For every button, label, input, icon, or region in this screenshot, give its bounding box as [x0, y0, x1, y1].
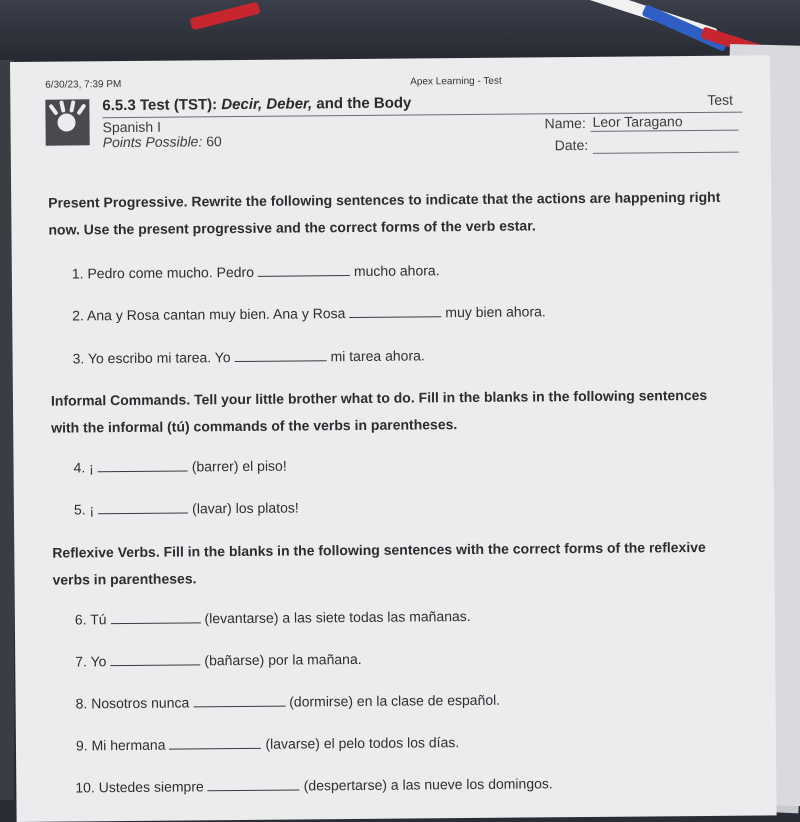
answer-blank [193, 694, 285, 708]
answer-blank [235, 348, 327, 362]
test-title [102, 94, 411, 114]
question-item: 9. Mi hermana (lavarse) el pelo todos los días. [75, 734, 460, 754]
answer-blank [110, 652, 200, 666]
name-field [591, 130, 739, 132]
points-possible [103, 133, 222, 150]
answer-blank [349, 304, 441, 318]
question-item: 6. Tú (levantarse) a las siete todas las mañanas. [74, 608, 471, 628]
question-item: 7. Yo (bañarse) por la mañana. [75, 650, 362, 670]
answer-blank [98, 458, 188, 472]
question-item: 4. ¡ (barrer) el piso! [73, 457, 287, 476]
date-field [593, 152, 739, 154]
test-topic-rest: and the Body [316, 94, 412, 113]
course-name: Spanish I [102, 118, 162, 136]
section-instruction: Informal Commands. Tell your little brother what to do. Fill in the blanks in the following sentences [50, 386, 708, 409]
question-item: 8. Nosotros nunca (dormirse) en la clase de español. [75, 691, 501, 712]
answer-blank [208, 777, 300, 791]
answer-blank [258, 263, 350, 277]
question-item: 2. Ana y Rosa cantan muy bien. Ana y Rosa muy bien ahora. [72, 303, 546, 324]
question-item: 3. Yo escribo mi tarea. Yo mi tarea ahora. [72, 347, 425, 367]
question-item: 10. Ustedes siempre (despertarse) a las nueve los domingos. [75, 775, 553, 796]
question-item: 1. Pedro come mucho. Pedro mucho ahora. [71, 262, 440, 282]
section-instruction: Reflexive Verbs. Fill in the blanks in the following sentences with the correct forms of the reflexive [52, 538, 706, 561]
section-instruction: Present Progressive. Rewrite the following sentences to indicate that the actions are happening right [48, 188, 721, 211]
section-instruction: with the informal (tú) commands of the verbs in parentheses. [51, 416, 458, 436]
answer-blank [98, 500, 188, 514]
print-datetime: 6/30/23, 7:39 PM [45, 79, 122, 91]
section-instruction: verbs in parentheses. [52, 570, 197, 588]
print-site: Apex Learning - Test [410, 75, 502, 88]
test-topic: Decir, Deber, [221, 95, 313, 114]
name-label: Name: [544, 114, 586, 132]
points-label: Points Possible: [102, 133, 203, 151]
name-value: Leor Taragano [592, 113, 683, 130]
test-type: Test [707, 91, 734, 108]
answer-blank [110, 610, 200, 624]
answer-blank [169, 736, 261, 750]
question-item: 5. ¡ (lavar) los platos! [73, 499, 299, 518]
points-value: 60 [206, 133, 222, 150]
test-page [10, 55, 777, 822]
date-label: Date: [554, 136, 589, 154]
section-instruction: now. Use the present progressive and the correct forms of the verb estar. [48, 217, 536, 238]
test-code: 6.5.3 Test (TST): [102, 96, 218, 115]
apex-logo-icon [45, 99, 89, 145]
